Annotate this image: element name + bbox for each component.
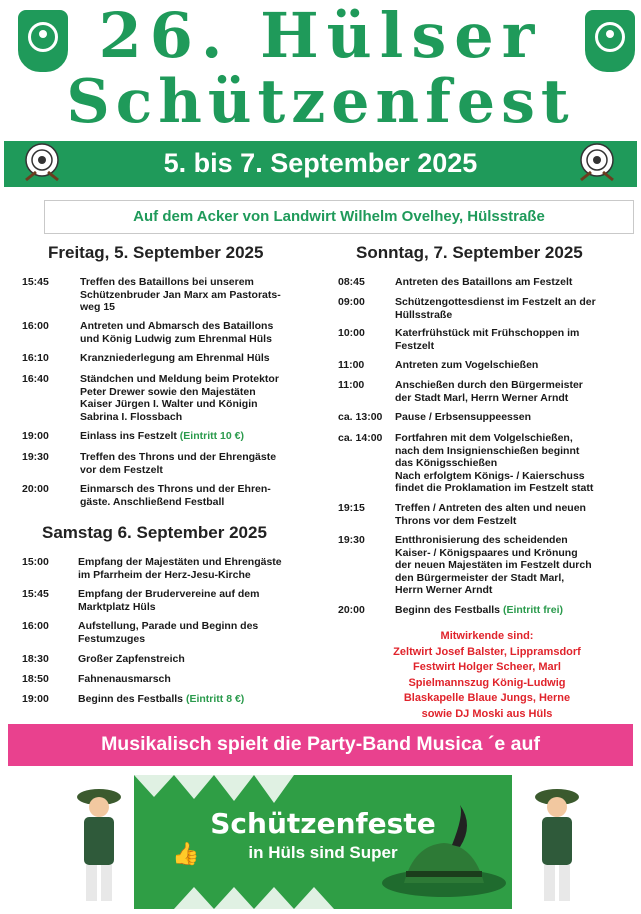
schedule-description: Ständchen und Meldung beim Protektor Peter Drewer sowie den Majestäten Kaiser Jürgen I. Walter und Königin Sabrina I. Flossbach — [80, 373, 279, 423]
location-box — [44, 200, 634, 234]
schedule-time: 09:00 — [338, 296, 365, 308]
sunday-heading: Sonntag, 7. September 2025 — [356, 243, 583, 262]
participant-line: Zeltwirt Josef Balster, Lippramsdorf — [393, 645, 581, 658]
schedule-time: 18:30 — [22, 653, 49, 665]
music-banner-text: Musikalisch spielt die Party-Band Musica ´e auf — [101, 733, 540, 755]
schedule-description: Aufstellung, Parade und Beginn des Festumzuges — [78, 620, 259, 645]
promo-line1: Schützenfeste — [210, 807, 436, 840]
schedule-description: Beginn des Festballs (Eintritt frei) — [395, 604, 564, 616]
participants-block — [342, 629, 632, 722]
admission-note: (Eintritt 10 €) — [176, 430, 244, 442]
schedule-time: 19:00 — [22, 430, 49, 442]
schedule-time: 20:00 — [22, 483, 49, 495]
schedule-description: Treffen des Bataillons bei unserem Schützenbruder Jan Marx am Pastorats- weg 15 — [80, 276, 281, 313]
schedule-time: 08:45 — [338, 276, 365, 288]
schedule-time: 16:10 — [22, 352, 49, 364]
schedule-time: 11:00 — [338, 359, 365, 371]
schedule-description: Treffen / Antreten des alten und neuen Throns vor dem Festzelt — [395, 502, 586, 527]
schedule-time: 15:45 — [22, 276, 49, 288]
participants-heading: Mitwirkende sind: — [440, 630, 534, 642]
thumbs-up-icon: 👍 — [172, 841, 200, 866]
schedule-time: 10:00 — [338, 327, 365, 339]
schedule-time: 16:00 — [22, 620, 49, 632]
admission-note: (Eintritt 8 €) — [183, 693, 245, 705]
schedule-description: Treffen des Throns und der Ehrengäste vor dem Festzelt — [80, 451, 277, 476]
schedule-time: 18:50 — [22, 673, 49, 685]
schedule-description: Antreten des Bataillons am Festzelt — [395, 276, 573, 288]
promo-banner — [134, 775, 512, 909]
saturday-heading: Samstag 6. September 2025 — [42, 523, 267, 542]
participant-line: sowie DJ Moski aus Hüls — [421, 707, 553, 720]
shooting-target-icon — [575, 140, 619, 184]
participant-line: Spielmannszug König-Ludwig — [408, 676, 566, 689]
schedule-description: Empfang der Brudervereine auf dem Marktplatz Hüls — [78, 588, 260, 613]
schedule-time: 19:30 — [338, 534, 365, 546]
marksman-figure-left — [70, 783, 128, 905]
schedule-description: Großer Zapfenstreich — [78, 653, 185, 665]
schedule-description: Fahnenausmarsch — [78, 673, 171, 685]
date-bar — [4, 141, 637, 187]
schedule-description: Schützengottesdienst im Festzelt an der Hüllsstraße — [395, 296, 596, 321]
schedule-time: ca. 13:00 — [338, 411, 383, 423]
schedule-time: 19:30 — [22, 451, 49, 463]
schedule-description: Beginn des Festballs (Eintritt 8 €) — [78, 693, 245, 705]
schedule-time: 11:00 — [338, 379, 365, 391]
participant-line: Blaskapelle Blaue Jungs, Herne — [403, 692, 571, 704]
schedule-time: ca. 14:00 — [338, 432, 383, 444]
music-banner — [8, 724, 633, 766]
event-title-line1: 26. Hülser — [98, 0, 543, 72]
schedule-time: 19:00 — [22, 693, 49, 705]
schedule-description: Fortfahren mit dem Volgelschießen, nach dem Insignienschießen beginnt das Königsschießen Nach erfolgtem Königs- / Kaierschuss findet die Proklamation im Festzelt statt — [395, 432, 594, 494]
schedule-description: Einlass ins Festzelt (Eintritt 10 €) — [80, 430, 244, 442]
schedule-description: Einmarsch des Throns und der Ehren- gäste. Anschließend Festball — [80, 483, 271, 508]
participant-line: Festwirt Holger Scheer, Marl — [413, 661, 561, 673]
schedule-time: 20:00 — [338, 604, 365, 616]
event-title-line2: Schützenfest — [66, 67, 575, 137]
location-text: Auf dem Acker von Landwirt Wilhelm Ovelhey, Hülsstraße — [133, 208, 545, 225]
schedule-time: 16:40 — [22, 373, 49, 385]
date-range: 5. bis 7. September 2025 — [163, 148, 478, 178]
schedule-description: Empfang der Majestäten und Ehrengäste im Pfarrheim der Herz-Jesu-Kirche — [78, 556, 282, 581]
schedule-description: Antreten zum Vogelschießen — [395, 359, 539, 371]
friday-heading: Freitag, 5. September 2025 — [48, 243, 264, 262]
marksman-figure-right — [528, 783, 586, 905]
schedule-time: 15:45 — [22, 588, 49, 600]
schedule-description: Kranzniederlegung am Ehrenmal Hüls — [80, 352, 270, 364]
schedule-description: Pause / Erbsensuppeessen — [395, 411, 531, 423]
schedule-description: Entthronisierung des scheidenden Kaiser- / Königspaares und Krönung der neuen Majestäten im Festzelt durch den Bürgermeister der Stadt Marl, Herrn Werner Arndt — [395, 534, 592, 596]
schedule-time: 15:00 — [22, 556, 49, 568]
shooting-target-icon — [20, 140, 64, 184]
schedule-description: Anschießen durch den Bürgermeister der Stadt Marl, Herrn Werner Arndt — [395, 379, 583, 404]
schedule-description: Katerfrühstück mit Frühschoppen im Festzelt — [395, 327, 580, 352]
schedule-description: Antreten und Abmarsch des Bataillons und König Ludwig zum Ehrenmal Hüls — [80, 320, 274, 345]
admission-note: (Eintritt frei) — [500, 604, 564, 616]
promo-line2: in Hüls sind Super — [248, 843, 398, 862]
schedule-time: 19:15 — [338, 502, 365, 514]
schedule-time: 16:00 — [22, 320, 49, 332]
